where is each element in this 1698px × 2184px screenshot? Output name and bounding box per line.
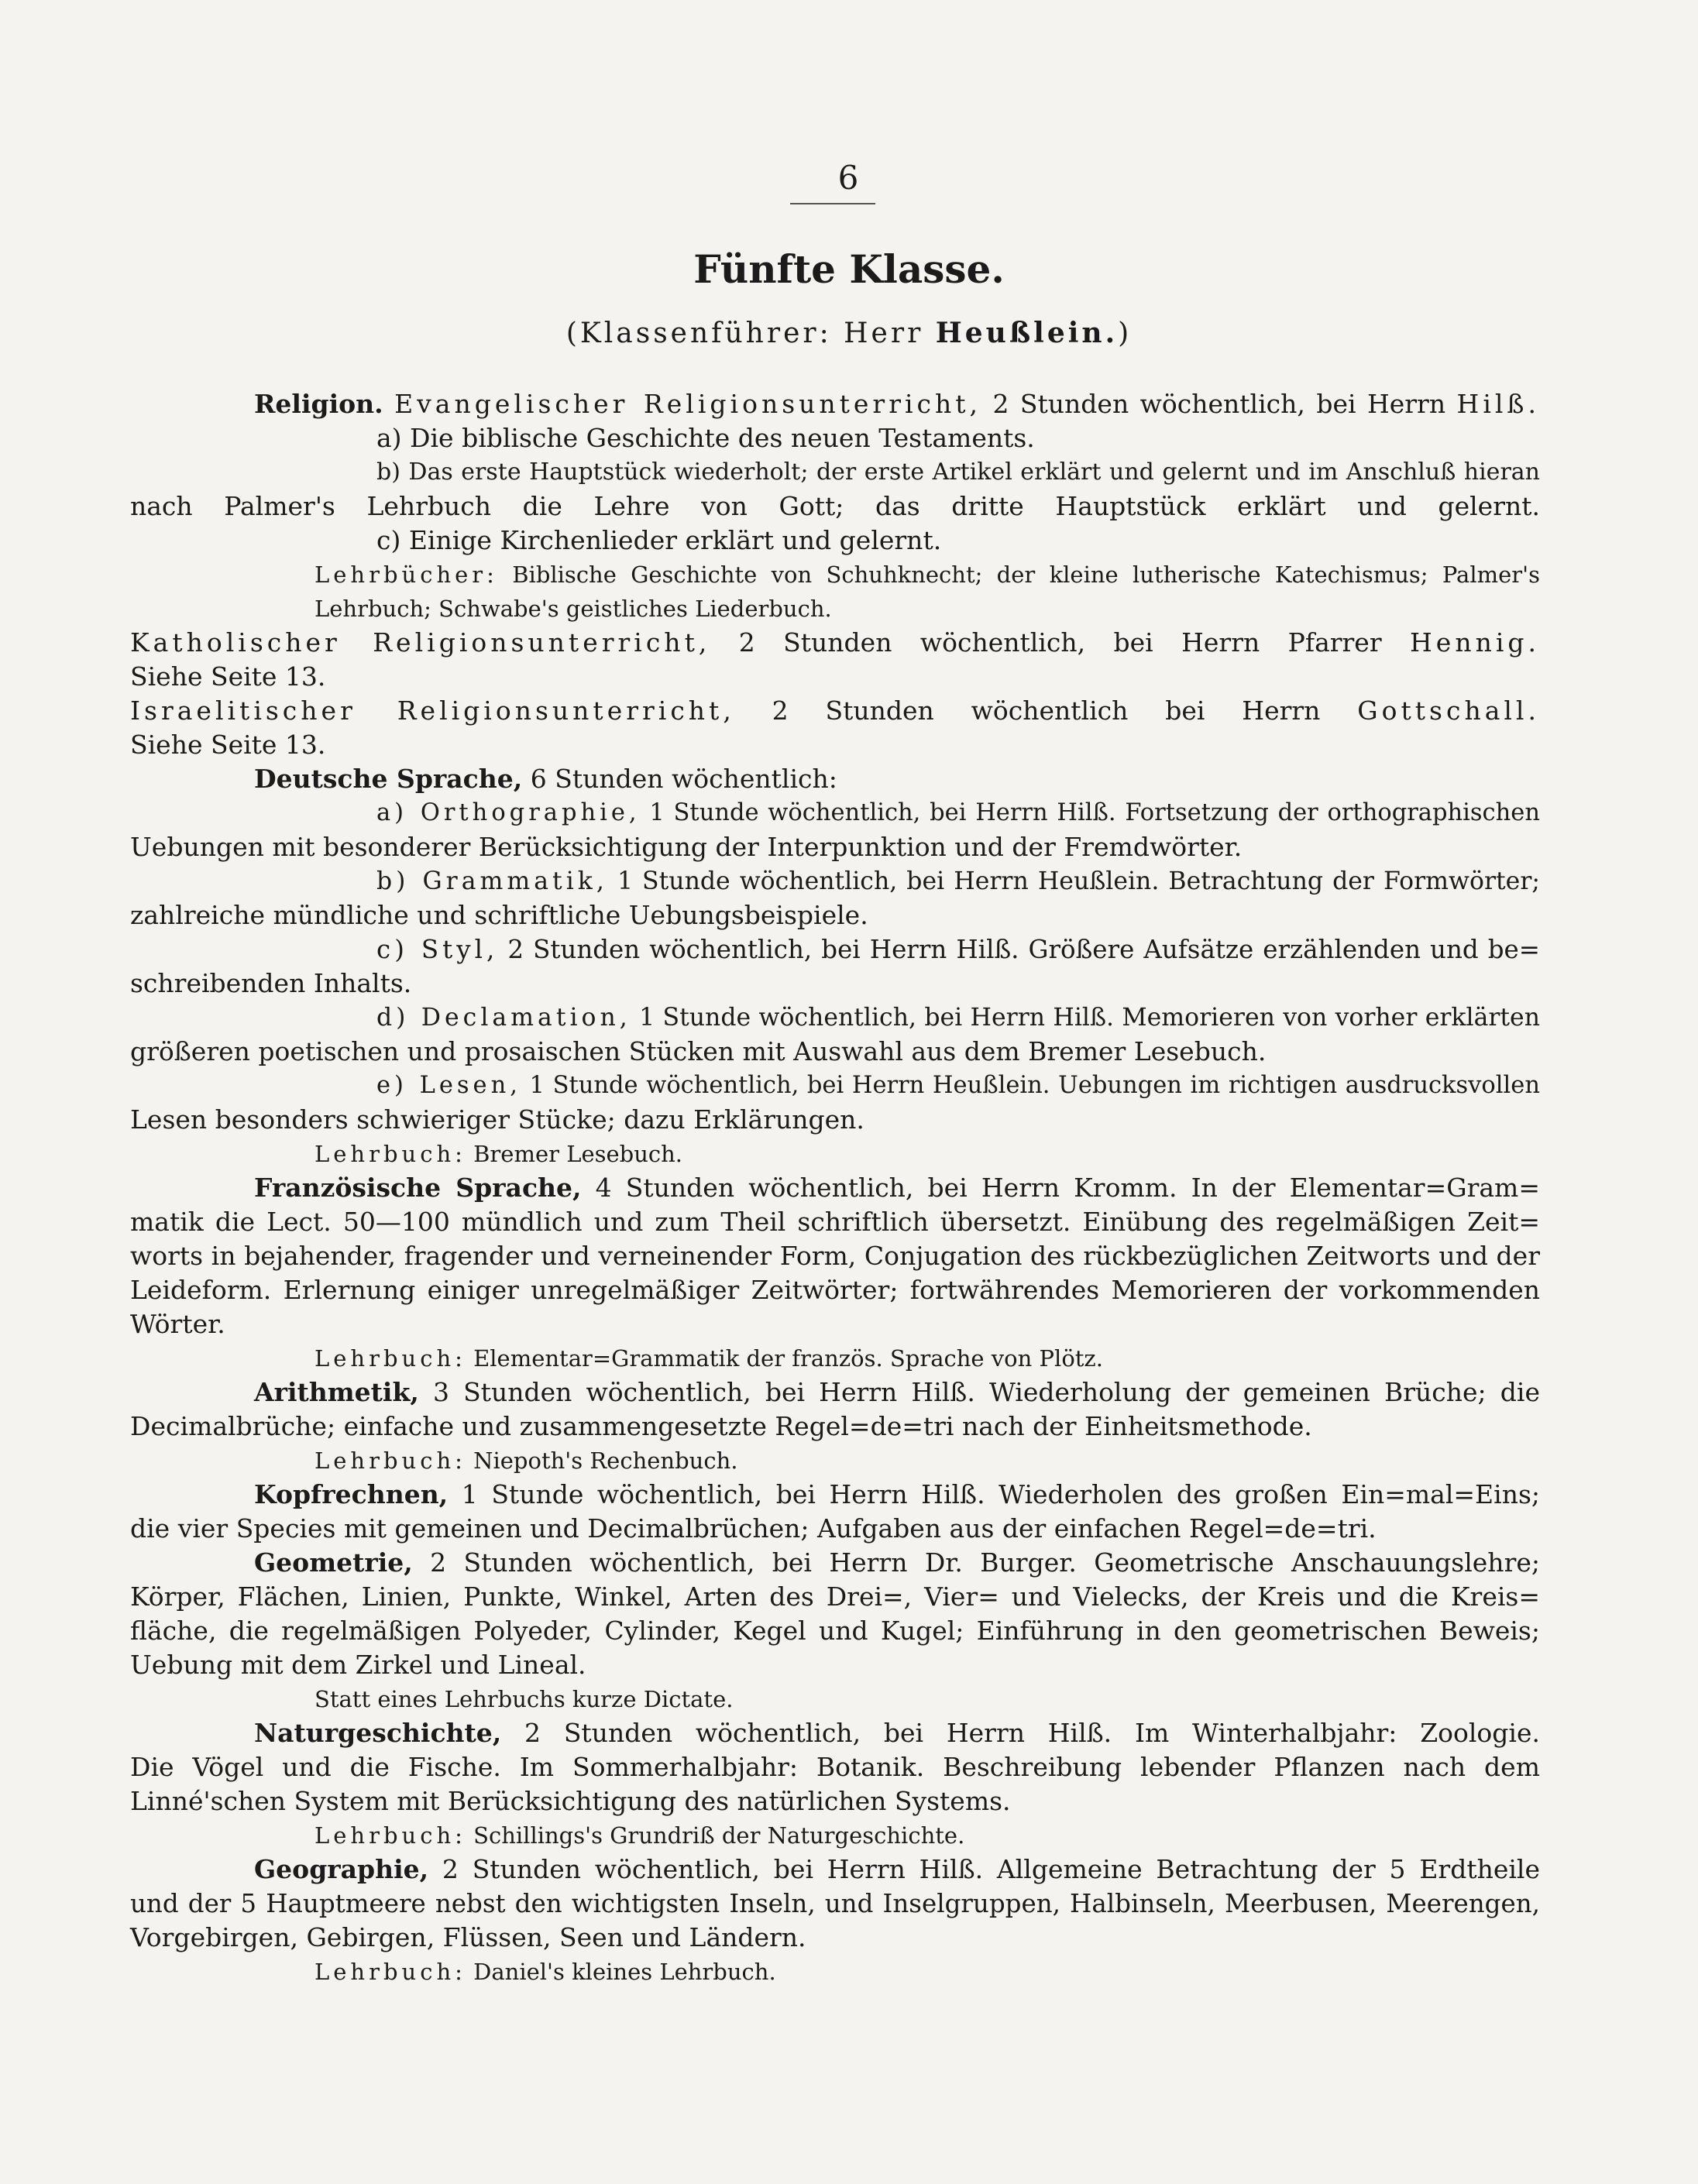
deutsch-c-text: 2 Stunden wöchentlich, bei Herrn Hilß. Größere Aufsätze erzählenden und be= xyxy=(507,935,1540,964)
religion-heading: Religion. xyxy=(254,389,383,419)
deutsch-a-1 xyxy=(130,796,1540,830)
deutsch-intro: 6 Stunden wöchentlich: xyxy=(530,764,837,794)
deutsch-a-text: 1 Stunde wöchentlich, bei Herrn Hilß. Fortsetzung der orthographischen xyxy=(649,799,1540,826)
page-number: 6 xyxy=(837,159,859,197)
religion-b1: b) Das erste Hauptstück wiederholt; der erste Artikel erklärt und gelernt und im Anschluß hieran xyxy=(376,458,1540,486)
religion-books-label: Lehrbücher: xyxy=(315,561,498,588)
kopf-heading: Kopfrechnen, xyxy=(254,1479,449,1509)
franz-line-1 xyxy=(130,1171,1540,1205)
religion-c: c) Einige Kirchenlieder erklärt und gelernt. xyxy=(376,525,942,555)
arith-heading: Arithmetik, xyxy=(254,1377,419,1407)
class-leader-prefix: (Klassenführer: Herr xyxy=(565,318,924,349)
deutsch-c-1 xyxy=(130,932,1540,967)
kopf-line-2: die vier Species mit gemeinen und Decimalbrüchen; Aufgaben aus der einfachen Regel=de=tri. xyxy=(130,1513,1377,1544)
deutsch-d-text: 1 Stunde wöchentlich, bei Herrn Hilß. Memorieren von vorher erklärten xyxy=(639,1004,1540,1032)
natur-book-line xyxy=(130,1818,1540,1853)
deutsch-heading: Deutsche Sprache, xyxy=(254,764,523,794)
geog-line-1 xyxy=(130,1853,1540,1887)
religion-isr-label: Israelitischer Religionsunterricht, xyxy=(130,695,735,726)
kopf-text-1: 1 Stunde wöchentlich, bei Herrn Hilß. Wiederholen des großen Ein=mal=Eins; xyxy=(461,1479,1540,1509)
geom-line-1 xyxy=(130,1546,1540,1580)
geom-line-2: Körper, Flächen, Linien, Punkte, Winkel, Arten des Drei=, Vier= und Vielecks, der Kreis und die Kreis= xyxy=(130,1581,1540,1612)
religion-kath-see: Siehe Seite 13. xyxy=(130,661,326,692)
deutsch-c-2: schreibenden Inhalts. xyxy=(130,968,412,998)
geog-heading: Geographie, xyxy=(254,1854,429,1884)
geog-book-label: Lehrbuch: xyxy=(315,1959,466,1985)
deutsch-a-2: Uebungen mit besonderer Berücksichtigung der Interpunktion und der Fremdwörter. xyxy=(130,832,1243,862)
deutsch-e-1 xyxy=(130,1069,1540,1103)
deutsch-e-label: e) Lesen, xyxy=(376,1072,521,1099)
religion-ev-teacher: Hilß. xyxy=(1456,389,1540,419)
arith-book-line xyxy=(130,1444,1540,1478)
deutsch-book-label: Lehrbuch: xyxy=(315,1141,466,1167)
religion-isr-teacher: Gottschall. xyxy=(1357,695,1540,726)
geom-line-3: fläche, die regelmäßigen Polyeder, Cylinder, Kegel und Kugel; Einführung in den geometrischen Beweis; xyxy=(130,1616,1540,1646)
geom-heading: Geometrie, xyxy=(254,1547,413,1578)
deutsch-d-2: größeren poetischen und prosaischen Stücken mit Auswahl aus dem Bremer Lesebuch. xyxy=(130,1036,1267,1066)
arith-line-1 xyxy=(130,1375,1540,1410)
religion-isr-line xyxy=(130,694,1540,728)
kopf-line-1 xyxy=(130,1478,1540,1512)
arith-text-1: 3 Stunden wöchentlich, bei Herrn Hilß. Wiederholung der gemeinen Brüche; die xyxy=(432,1377,1540,1407)
deutsch-book-line xyxy=(130,1137,1540,1171)
deutsch-b-2: zahlreiche mündliche und schriftliche Uebungsbeispiele. xyxy=(130,900,868,930)
geom-line-4: Uebung mit dem Zirkel und Lineal. xyxy=(130,1650,586,1680)
franz-line-5: Wörter. xyxy=(130,1309,225,1339)
natur-line-1 xyxy=(130,1716,1540,1750)
natur-book: Schillings's Grundriß der Naturgeschichte. xyxy=(473,1822,965,1849)
deutsch-d-1 xyxy=(130,1001,1540,1035)
natur-line-3: Linné'schen System mit Berücksichtigung des natürlichen Systems. xyxy=(130,1786,1011,1816)
geog-text-1: 2 Stunden wöchentlich, bei Herrn Hilß. Allgemeine Betrachtung der 5 Erdtheile xyxy=(442,1854,1540,1884)
geog-book-line xyxy=(130,1955,1540,1989)
franz-line-4: Leideform. Erlernung einiger unregelmäßiger Zeitwörter; fortwährendes Memorieren der vorkommenden xyxy=(130,1275,1540,1305)
franz-text-1: 4 Stunden wöchentlich, bei Herrn Kromm. In der Elementar=Gram= xyxy=(595,1173,1540,1203)
deutsch-line-1 xyxy=(130,762,1540,796)
arith-book: Niepoth's Rechenbuch. xyxy=(473,1447,738,1474)
geom-text-1: 2 Stunden wöchentlich, bei Herrn Dr. Burger. Geometrische Anschauungslehre; xyxy=(430,1547,1540,1578)
religion-line-1 xyxy=(130,387,1540,421)
religion-kath-text: 2 Stunden wöchentlich, bei Herrn Pfarrer xyxy=(738,627,1382,658)
religion-books-2: Lehrbuch; Schwabe's geistliches Liederbuch. xyxy=(315,596,832,622)
page-number-rule xyxy=(790,203,875,204)
religion-kath-teacher: Hennig. xyxy=(1410,627,1541,658)
class-title: Fünfte Klasse. xyxy=(693,246,1005,292)
religion-b2: nach Palmer's Lehrbuch die Lehre von Gott; das dritte Hauptstück erklärt und gelernt. xyxy=(130,491,1540,521)
religion-isr-see: Siehe Seite 13. xyxy=(130,730,326,760)
franz-book-line xyxy=(130,1341,1540,1375)
deutsch-b-text: 1 Stunde wöchentlich, bei Herrn Heußlein. Betrachtung der Formwörter; xyxy=(617,867,1540,895)
religion-isr-text: 2 Stunden wöchentlich bei Herrn xyxy=(772,695,1321,726)
deutsch-e-text: 1 Stunde wöchentlich, bei Herrn Heußlein. Uebungen im richtigen ausdrucksvollen xyxy=(529,1072,1540,1099)
deutsch-b-1 xyxy=(130,864,1540,898)
religion-ev-label: Evangelischer Religionsunterricht, xyxy=(394,389,982,419)
deutsch-d-label: d) Declamation, xyxy=(376,1004,631,1032)
deutsch-e-2: Lesen besonders schwieriger Stücke; dazu Erklärungen. xyxy=(130,1104,864,1135)
franz-line-3: worts in bejahender, fragender und verneinender Form, Conjugation des rückbezüglichen Zeitworts und der xyxy=(130,1241,1540,1271)
franz-line-2: matik die Lect. 50—100 mündlich und zum Theil schriftlich übersetzt. Einübung des regelmäßigen Zeit= xyxy=(130,1207,1540,1237)
class-leader xyxy=(0,315,1698,352)
religion-books-1: Biblische Geschichte von Schuhknecht; der kleine lutherische Katechismus; Palmer's xyxy=(512,561,1540,588)
geog-line-2: und der 5 Hauptmeere nebst den wichtigsten Inseln, und Inselgruppen, Halbinseln, Meerbusen, Meerengen, xyxy=(130,1889,1540,1918)
religion-kath-line xyxy=(130,626,1540,660)
religion-a: a) Die biblische Geschichte des neuen Testaments. xyxy=(376,423,1035,453)
religion-ev-text: 2 Stunden wöchentlich, bei Herrn xyxy=(992,389,1446,419)
class-leader-name: Heußlein. xyxy=(935,317,1119,349)
deutsch-c-label: c) Styl, xyxy=(376,935,499,964)
franz-book-label: Lehrbuch: xyxy=(315,1345,466,1372)
deutsch-b-label: b) Grammatik, xyxy=(376,867,608,895)
deutsch-book: Bremer Lesebuch. xyxy=(473,1141,683,1167)
religion-books-line-1 xyxy=(130,558,1540,592)
franz-book: Elementar=Grammatik der französ. Sprache von Plötz. xyxy=(473,1345,1103,1372)
natur-text-1: 2 Stunden wöchentlich, bei Herrn Hilß. Im Winterhalbjahr: Zoologie. xyxy=(524,1718,1540,1748)
class-leader-suffix: ) xyxy=(1118,318,1133,349)
geog-book: Daniel's kleines Lehrbuch. xyxy=(473,1959,776,1985)
geom-note: Statt eines Lehrbuchs kurze Dictate. xyxy=(315,1686,734,1712)
geog-line-3: Vorgebirgen, Gebirgen, Flüssen, Seen und Ländern. xyxy=(130,1922,806,1952)
natur-heading: Naturgeschichte, xyxy=(254,1718,502,1748)
arith-book-label: Lehrbuch: xyxy=(315,1447,466,1474)
arith-line-2: Decimalbrüche; einfache und zusammengesetzte Regel=de=tri nach der Einheitsmethode. xyxy=(130,1411,1312,1441)
franz-heading: Französische Sprache, xyxy=(254,1173,582,1203)
religion-kath-label: Katholischer Religionsunterricht, xyxy=(130,627,711,658)
page-body xyxy=(130,387,1540,1989)
deutsch-a-label: a) Orthographie, xyxy=(376,799,641,826)
natur-line-2: Die Vögel und die Fische. Im Sommerhalbjahr: Botanik. Beschreibung lebender Pflanzen nach dem xyxy=(130,1752,1540,1782)
natur-book-label: Lehrbuch: xyxy=(315,1822,466,1849)
